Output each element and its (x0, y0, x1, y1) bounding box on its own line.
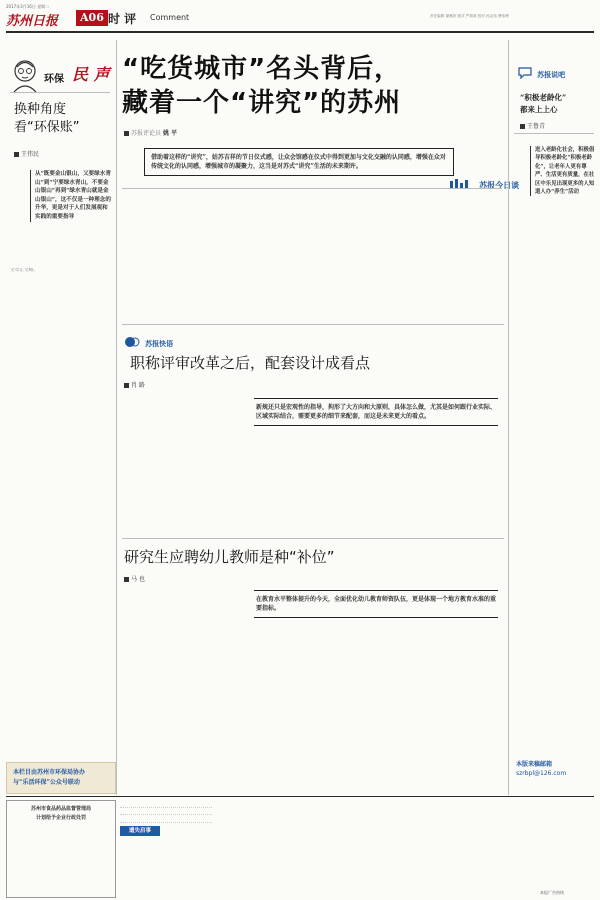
story-two-col-2 (254, 436, 310, 532)
right-tag (518, 62, 565, 81)
notice-body (11, 825, 111, 889)
left-headline-2: 看“环保账” (14, 120, 80, 135)
story-two-author-name: 肖 路 (131, 382, 145, 389)
kicker-minsheng: 民 声 (72, 65, 110, 84)
lead-author-name: 姚 平 (162, 130, 178, 137)
section-title-en: Comment (150, 13, 190, 22)
right-body-text (514, 250, 594, 650)
story-three-col-2 (254, 628, 310, 788)
notice-box (6, 800, 116, 898)
story-two-headline: 职称评审改革之后，配套设计成看点 (130, 354, 371, 372)
lost-notice-header: 遗失启事 (120, 826, 160, 836)
kicker-rule (10, 92, 110, 93)
notice-title: 苏州市食品药品监督管理局 (30, 806, 91, 812)
right-headline-1: “积极老龄化” (520, 93, 567, 102)
newspaper-logo: 苏州日报 (6, 14, 59, 29)
classified-col-4 (414, 802, 506, 894)
column-divider-left (116, 40, 117, 795)
lead-body-col-4 (314, 196, 370, 316)
classified-col-1 (120, 800, 212, 896)
lead-body-col-2 (186, 196, 242, 316)
page-number: A06 (76, 10, 108, 26)
story-two-deck-text: 新规还只是宏观性的指导，拘形了大方向和大原则，具体怎么做，尤其是如何跟行业实际、区域实际结合，需要更多的细节来配套，而这是未来更大的看点。 (256, 404, 497, 420)
story-two-col-1 (124, 392, 242, 532)
story-three-author-name: 马 也 (131, 576, 145, 583)
classified-col-5 (512, 802, 594, 886)
author-marker-icon (520, 124, 525, 129)
speech-bubble-icon (518, 67, 532, 79)
lead-deck-box (144, 148, 454, 176)
bars-logo-icon (450, 179, 474, 189)
author-marker-icon (124, 383, 129, 388)
notice-subtitle: 计划给予企业行政处罚 (35, 815, 86, 821)
author-marker-icon (124, 131, 129, 136)
chat-bubbles-icon (124, 336, 140, 348)
section-title: 时 评 (108, 12, 137, 26)
author-marker-icon (14, 152, 19, 157)
left-pullquote (30, 170, 113, 222)
story-three-deck-box (254, 590, 498, 618)
left-promo-box (6, 762, 116, 794)
right-author-name: 王鲁青 (527, 123, 546, 130)
lead-author (124, 128, 177, 137)
list-item (120, 815, 212, 823)
right-author (520, 121, 545, 130)
story-two-author (124, 380, 145, 389)
left-author-name: 王伟民 (21, 151, 40, 158)
lead-tag-label: 苏报今日谈 (479, 180, 520, 190)
author-marker-icon (124, 577, 129, 582)
left-promo-line-2: 与“乐活环保”公众号联动 (13, 779, 80, 786)
story-two-tag-label: 苏报快语 (145, 339, 174, 348)
masthead-rule (6, 31, 594, 33)
story-three-col-3 (316, 628, 372, 788)
story-two-col-4 (378, 436, 434, 532)
story-three-col-4 (378, 628, 434, 788)
lead-deck-rule (122, 188, 502, 189)
email-address[interactable]: szrbpl@126.com (516, 770, 567, 777)
kicker-huanbao: 环保 (44, 74, 64, 85)
right-tag-label: 苏报说吧 (537, 70, 566, 79)
story-three-headline: 研究生应聘幼儿教师是种“补位” (124, 548, 335, 566)
story-three-top-rule (122, 538, 504, 539)
lead-body-col-3 (250, 196, 306, 316)
lead-body-col-1 (122, 196, 178, 316)
lead-author-label: 苏报评论员 (131, 130, 162, 137)
right-pullquote-text: 进入老龄化社会，积极倡导积极老龄化“积极老龄化”，让老年人更有尊严、生活更有质量，在社区中乐见出现更多的人知道人办“养生”活动 (535, 147, 595, 196)
left-author (14, 149, 39, 158)
story-three-deck-text: 在教育水平整体提升的今天，全面优化幼儿教育师资队伍，更是体现一个地方教育水准的重要指标。 (256, 596, 497, 612)
story-three-col-5 (440, 628, 502, 788)
column-divider-right (508, 40, 509, 795)
cartoon-portrait-illustration (10, 58, 40, 92)
email-label: 本版来稿邮箱 (516, 761, 553, 768)
right-author-rule (514, 133, 594, 134)
left-headline-1: 换种角度 (14, 102, 67, 117)
editors-line: 责任编辑 谢雅欣 版式 严莉莉 校对 孙志伟 曹伟博 (430, 14, 509, 18)
email-box (512, 756, 596, 784)
classified-col-2 (218, 802, 310, 894)
lead-body-col-6 (442, 196, 502, 316)
lead-deck-text: 借助着这样的“讲究”，姑苏吉祥的节日仪式感，让众会馆感在仪式中得到更加与文化交融的认同感，增强在众对传统文化的认同感，增强城市的凝聚力，这当是对苏式“讲究”生活的未来期许。 (151, 154, 446, 170)
lead-body-col-5 (378, 196, 434, 316)
lead-headline-2: 藏着一个“讲究”的苏州 (122, 88, 402, 118)
lead-headline-1: “吃货城市”名头背后， (122, 54, 402, 84)
left-pullquote-text: 从“既要金山银山，又要绿水青山”到“宁要绿水青山，不要金山银山”再到“绿水青山就是金山银山”，这不仅是一种理念的升华，更是对于人们发展观和实践的重要指导 (35, 171, 111, 220)
story-two-top-rule (122, 324, 504, 325)
left-body-text: 文章正文略。 (10, 268, 39, 273)
story-two-tag (124, 331, 173, 350)
right-headline-2: 都来上上心 (520, 105, 558, 114)
classified-col-3 (316, 802, 408, 894)
story-two-col-3 (316, 436, 372, 532)
story-two-col-5 (440, 436, 502, 532)
left-promo-line-1: 本栏目由苏州市环保局协办 (13, 769, 86, 776)
story-three-author (124, 574, 145, 583)
story-two-deck-box (254, 398, 498, 426)
list-item (120, 800, 212, 808)
ad-footer: 本报广告热线 (540, 890, 564, 895)
right-pullquote (530, 146, 597, 196)
date-line: 2017年3月16日 星期二 (6, 4, 50, 9)
lead-body-columns (122, 196, 506, 316)
story-three-col-1 (124, 588, 242, 788)
classifieds-top-rule (6, 796, 594, 797)
list-item (120, 808, 212, 816)
